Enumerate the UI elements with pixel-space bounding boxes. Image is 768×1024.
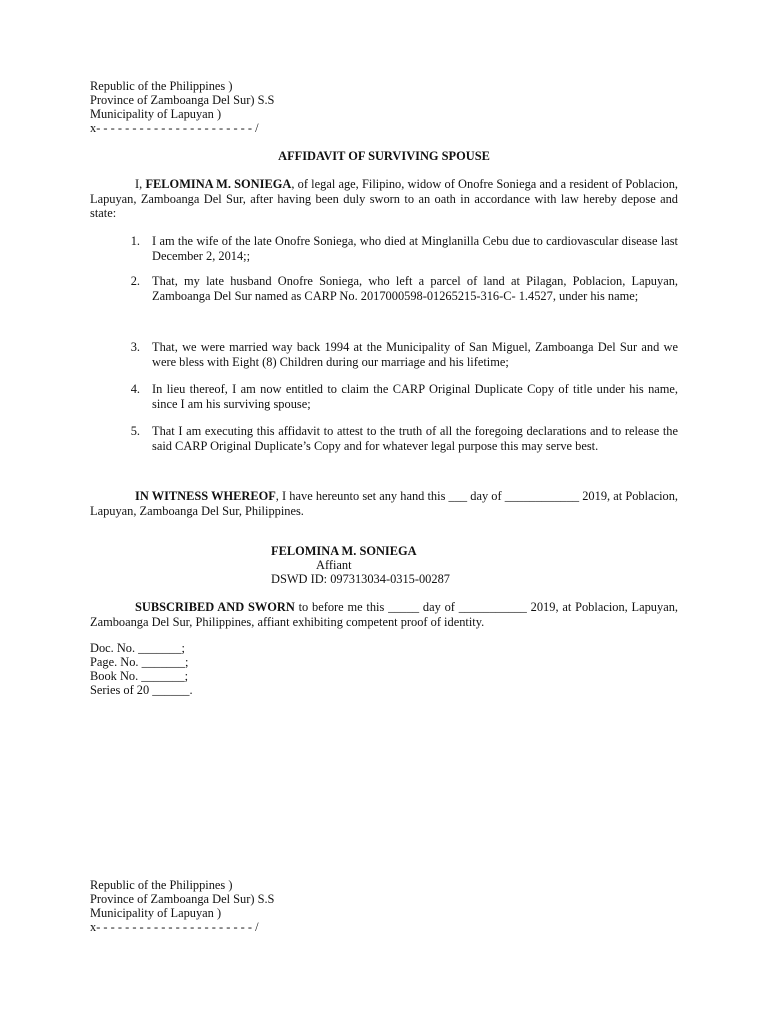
series-no: Series of 20 ______. <box>90 683 193 697</box>
doc-no: Doc. No. _______; <box>90 641 185 655</box>
list-item-number: 2. <box>130 274 140 288</box>
caption-republic: Republic of the Philippines ) <box>90 79 233 93</box>
jurat-lead: SUBSCRIBED AND SWORN <box>135 600 295 614</box>
caption-province: Province of Zamboanga Del Sur) S.S <box>90 892 275 906</box>
intro-text: , of legal age, Filipino, widow of Onofre Soniega and a resident of Poblacion, Lapuyan, Zamboanga Del Sur, after having been duly sworn to an oath in accordance with law hereby depose and state: <box>90 177 678 220</box>
witness-lead: IN WITNESS WHEREOF <box>135 489 276 503</box>
list-item-text: I am the wife of the late Onofre Soniega, who died at Minglanilla Cebu due to cardiovascular disease last December 2, 2014;; <box>152 234 678 263</box>
intro-prefix: I, <box>135 177 146 191</box>
caption-municipality: Municipality of Lapuyan ) <box>90 107 222 121</box>
intro-paragraph <box>90 177 678 221</box>
caption-municipality: Municipality of Lapuyan ) <box>90 906 222 920</box>
caption-divider: x- - - - - - - - - - - - - - - - - - - - - - / <box>90 121 259 135</box>
list-item-number: 5. <box>130 424 140 438</box>
jurat-text: to before me this _____ day of ___________ 2019, at Poblacion, Lapuyan, Zamboanga Del Sur, Philippines, affiant exhibiting competent proof of identity. <box>90 600 678 629</box>
affiant-role: Affiant <box>316 558 352 572</box>
book-no: Book No. _______; <box>90 669 189 683</box>
list-item-text: That I am executing this affidavit to attest to the truth of all the foregoing declarations and to release the said CARP Original Duplicate’s Copy and for whatever legal purpose this may serve best. <box>152 424 678 453</box>
list-item-number: 3. <box>130 340 140 354</box>
list-item-text: In lieu thereof, I am now entitled to claim the CARP Original Duplicate Copy of title under his name, since I am his surviving spouse; <box>152 382 678 411</box>
page-no: Page. No. _______; <box>90 655 189 669</box>
document-title: AFFIDAVIT OF SURVIVING SPOUSE <box>278 149 490 163</box>
caption-province: Province of Zamboanga Del Sur) S.S <box>90 93 275 107</box>
list-item-text: That, we were married way back 1994 at the Municipality of San Miguel, Zamboanga Del Sur and we were bless with Eight (8) Children during our marriage and his lifetime; <box>152 340 678 369</box>
caption-republic: Republic of the Philippines ) <box>90 878 233 892</box>
affiant-name: FELOMINA M. SONIEGA <box>271 544 417 558</box>
jurat-paragraph <box>90 600 678 629</box>
list-item-number: 4. <box>130 382 140 396</box>
list-item-number: 1. <box>130 234 140 248</box>
caption-divider: x- - - - - - - - - - - - - - - - - - - - - - / <box>90 920 259 934</box>
witness-paragraph <box>90 489 678 518</box>
list-item-text: That, my late husband Onofre Soniega, who left a parcel of land at Pilagan, Poblacion, Lapuyan, Zamboanga Del Sur named as CARP No. 2017000598-01265215-316-C- 1.4527, under his name; <box>152 274 678 303</box>
affiant-name-inline: FELOMINA M. SONIEGA <box>145 177 292 191</box>
witness-text: , I have hereunto set any hand this ___ day of ____________ 2019, at Poblacion, Lapuyan, Zamboanga Del Sur, Philippines. <box>90 489 679 518</box>
affiant-id: DSWD ID: 097313034-0315-00287 <box>271 572 450 586</box>
